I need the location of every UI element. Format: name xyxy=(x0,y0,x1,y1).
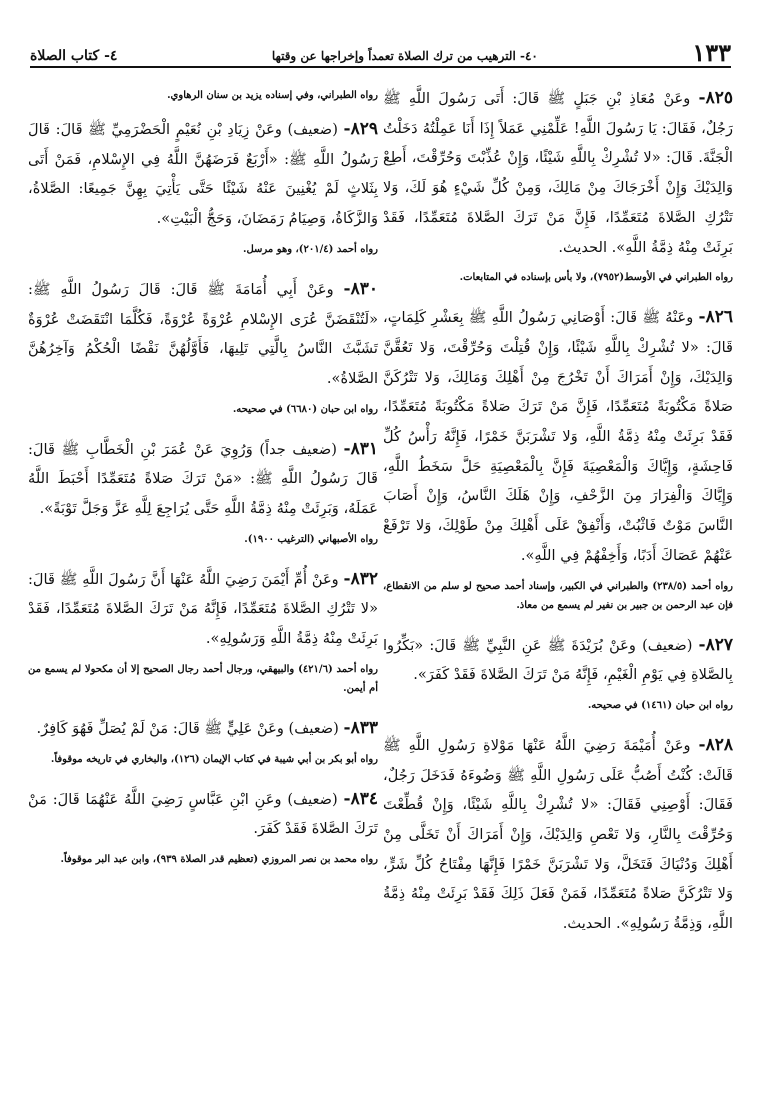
hadith-text: وعَنْهُ ﷺ قَالَ: أَوْصَانِي رَسُولُ اللَّهِ ﷺ بِعَشْرِ كَلِمَاتٍ، قَالَ: «لا تُشْرِكْ بِاللَّهِ شَيْئًا، وَإِنْ قُتِلْتَ وَحُرِّقْتَ، وَلا تَعُقَّنَّ وَالِدَيْكَ، وَإِنْ أَمَرَاكَ أَنْ تَخْرُجَ مِنْ أَهْلِكَ وَمَالِكَ، وَلا تَتْرُكَنَّ صَلاةً مَكْتُوبَةً مُتَعَمِّدًا، فَإِنَّ مَنْ تَرَكَ صَلاةً مَكْتُوبَةً مُتَعَمِّدًا، فَقَدْ بَرِئَتْ مِنْهُ ذِمَّةُ اللَّهِ، وَلا تَشْرَبَنَّ خَمْرًا، فَإِنَّهُ رَأْسُ كُلِّ فَاحِشَةٍ، وَإِيَّاكَ وَالْمَعْصِيَةَ فَإِنَّ بِالْمَعْصِيَةِ حَلَّ سَخَطُ اللَّهِ، وَإِيَّاكَ وَالْفِرَارَ مِنَ الزَّحْفِ، وَإِنْ هَلَكَ النَّاسُ، وَإِنْ أَصَابَ النَّاسَ مَوْتٌ فَاثْبُتْ، وَأَنْفِقْ عَلَى أَهْلِكَ مِنْ طَوْلِكَ، وَلا تَرْفَعْ عَنْهُمْ عَصَاكَ أَدَبًا، وَأَخِفْهُمْ فِي اللَّهِ». xyxy=(383,309,733,564)
hadith-number: ٨٣٠- xyxy=(343,278,378,299)
hadith-source: رواه الطبراني في الأوسط(٧٩٥٢)، ولا بأس بإسناده في المتابعات. xyxy=(459,272,733,284)
hadith-825 xyxy=(383,84,733,262)
hadith-source: رواه أحمد (٤٢١/٦) والبيهقي، ورجال أحمد رجال الصحيح إلا أن مكحولا لم يسمع من أم أيمن. xyxy=(28,663,378,694)
hadith-number: ٨٢٦- xyxy=(698,307,734,328)
hadith-number: ٨٢٧- xyxy=(698,634,734,655)
hadith-source: رواه ابن حبان (٦٦٨٠) في صحيحه. xyxy=(232,403,378,415)
hadith-831 xyxy=(28,435,378,524)
hadith-source: رواه محمد بن نصر المروزي (تعظيم قدر الصلاة ٩٣٩)، وابن عبد البر موقوفاً. xyxy=(60,853,378,865)
running-title: ٤٠- الترهيب من ترك الصلاة تعمداً وإخراجها عن وقتها xyxy=(271,49,538,63)
hadith-source: رواه أحمد (٢٠١/٤)، وهو مرسل. xyxy=(242,243,378,255)
hadith-text: (ضعيف) وعَنِ ابْنِ عَبَّاسٍ رَضِيَ اللَّهُ عَنْهُمَا قَالَ: مَنْ تَرَكَ الصَّلاةَ فَقَدْ كَفَرَ. xyxy=(28,790,378,838)
hadith-source: رواه ابن حبان (١٤٦١) في صحيحه. xyxy=(587,699,733,711)
right-column xyxy=(383,84,733,945)
hadith-832 xyxy=(28,565,378,654)
hadith-text: وعَنْ أُمِّ أَيْمَنَ رَضِيَ اللَّهُ عَنْهَا أَنَّ رَسُولَ اللَّهِ ﷺ قَالَ: «لا تَتْرُكِ الصَّلاةَ مُتَعَمِّدًا، فَإِنَّهُ مَنْ تَرَكَ الصَّلاةَ مُتَعَمِّدًا، فَقَدْ بَرِئَتْ مِنْهُ ذِمَّةُ اللَّهِ وَرَسُولِهِ». xyxy=(28,570,378,648)
hadith-number: ٨٢٥- xyxy=(698,88,733,108)
hadith-source: رواه أحمد (٢٣٨/٥) والطبراني في الكبير، وإسناد أحمد صحيح لو سلم من الانقطاع، فإن عبد الرحمن بن جبير بن نفير لم يسمع من معاذ. xyxy=(383,580,733,611)
hadith-text: وعَنْ أُمَيْمَةَ رَضِيَ اللَّهُ عَنْهَا مَوْلاةِ رَسُولِ اللَّهِ ﷺ قَالَتْ: كُنْتُ أَصُبُّ عَلَى رَسُولِ اللَّهِ ﷺ وَضُوءَهُ فَدَخَلَ رَجُلٌ، فَقَالَ: أَوْصِنِي فَقَالَ: «لا تُشْرِكْ بِاللَّهِ شَيْئًا، وَإِنْ قُطِّعْتَ وَحُرِّقْتَ بِالنَّارِ، وَلا تَعْصِ وَالِدَيْكَ، وَإِنْ أَمَرَاكَ أَنْ تَخَلَّى مِنْ أَهْلِكَ وَدُنْيَاكَ فَتَخَلَّ، وَلا تَشْرَبَنَّ خَمْرًا فَإِنَّهَا مِفْتَاحُ كُلِّ شَرٍّ، وَلا تَتْرُكَنَّ صَلاةً مُتَعَمِّدًا، فَمَنْ فَعَلَ ذَلِكَ فَقَدْ بَرِئَتْ مِنْهُ ذِمَّةُ اللَّهِ، وَذِمَّةُ رَسُولِهِ». الحديث. xyxy=(383,736,733,933)
hadith-text: (ضعيف جداً) وَرُوِيَ عَنْ عُمَرَ بْنِ الْخَطَّابِ ﷺ قَالَ: قَالَ رَسُولُ اللَّهِ ﷺ: «مَنْ تَرَكَ صَلاةً مُتَعَمِّدًا أَحْبَطَ اللَّهُ عَمَلَهُ، وَبَرِئَتْ مِنْهُ ذِمَّةُ اللَّهِ حَتَّى يُرَاجِعَ لِلَّهِ عَزَّ وَجَلَّ تَوْبَةً». xyxy=(28,440,378,518)
hadith-number: ٨٣٢- xyxy=(343,568,378,589)
page-header xyxy=(30,40,731,68)
hadith-833 xyxy=(28,714,378,744)
hadith-826 xyxy=(383,303,733,570)
hadith-number: ٨٣٤- xyxy=(343,788,378,809)
hadith-text: وعَنْ أَبِي أُمَامَةَ ﷺ قَالَ: قَالَ رَسُولُ اللَّهِ ﷺ: «لَتُنْقَضَنَّ عُرَى الإِسْلامِ عُرْوَةً عُرْوَةً، فَكُلَّمَا انْتَقَضَتْ عُرْوَةٌ تَشَبَّثَ النَّاسُ بِالَّتِي تَلِيهَا، فَأَوَّلُهُنَّ نَقْضًا الْحُكْمُ وَآخِرُهُنَّ الصَّلاةُ». xyxy=(28,280,378,387)
left-column xyxy=(28,84,378,885)
hadith-text: وعَنْ مُعَاذِ بْنِ جَبَلٍ ﷺ قَالَ: أَتَى رَسُولَ اللَّهِ ﷺ رَجُلٌ، فَقَالَ: يَا رَسُولَ اللَّهِ! عَلِّمْنِي عَمَلاً إِذَا أَنَا عَمِلْتُهُ دَخَلْتُ الْجَنَّةَ. قَالَ: «لا تُشْرِكْ بِاللَّهِ شَيْئًا، وَإِنْ عُذِّبْتَ وَحُرِّقْتَ، أَطِعْ وَالِدَيْكَ وَإِنْ أَخْرَجَاكَ مِنْ مَالِكَ، وَمِنْ كُلِّ شَيْءٍ هُوَ لَكَ، وَلا تَتْرُكِ الصَّلاةَ مُتَعَمِّدًا، فَإِنَّ مَنْ تَرَكَ الصَّلاةَ مُتَعَمِّدًا، فَقَدْ بَرِئَتْ مِنْهُ ذِمَّةُ اللَّهِ». الحديث. xyxy=(383,90,733,256)
hadith-number: ٨٢٩- xyxy=(343,119,378,139)
hadith-number: ٨٢٨- xyxy=(698,734,733,755)
hadith-text: (ضعيف) وعَنْ عَلِيٍّ ﷺ قَالَ: مَنْ لَمْ يُصَلِّ فَهُوَ كَافِرٌ. xyxy=(36,719,339,737)
hadith-source: رواه الأصبهاني (الترغيب ١٩٠٠). xyxy=(244,533,378,545)
hadith-828 xyxy=(383,731,733,939)
hadith-827 xyxy=(383,631,733,690)
hadith-text: (ضعيف) وعَنْ بُرَيْدَةَ ﷺ عَنِ النَّبِيِّ ﷺ قَالَ: «بَكِّرُوا بِالصَّلاةِ فِي يَوْمِ الْغَيْمِ، فَإِنَّهُ مَنْ تَرَكَ الصَّلاةَ فَقَدْ كَفَرَ». xyxy=(383,636,733,684)
hadith-source: رواه أبو بكر بن أبي شيبة في كتاب الإيمان (١٢٦)، والبخاري في تاريخه موقوفاً. xyxy=(50,753,378,765)
hadith-text: (ضعيف) وعَنْ زِيَادِ بْنِ نُعَيْمٍ الْحَضْرَمِيِّ ﷺ قَالَ: قَالَ رَسُولُ اللَّهِ ﷺ: «أَرْبَعٌ فَرَضَهُنَّ اللَّهُ فِي الإِسْلامِ، فَمَنْ أَتَى بِثَلاثٍ لَمْ يُغْنِينَ عَنْهُ شَيْئًا حَتَّى يَأْتِيَ بِهِنَّ جَمِيعًا: الصَّلاةُ، وَالزَّكَاةُ، وَصِيَامُ رَمَضَانَ، وَحَجُّ الْبَيْتِ». xyxy=(28,121,378,228)
hadith-number: ٨٣١- xyxy=(343,438,379,459)
page-number: ١٣٣ xyxy=(692,38,731,67)
hadith-number: ٨٣٣- xyxy=(343,717,378,738)
book-title: ٤- كتاب الصلاة xyxy=(30,48,118,64)
hadith-source-continued: رواه الطبراني، وفي إسناده يزيد بن سنان الرهاوي. xyxy=(167,90,378,101)
hadith-829 xyxy=(28,115,378,234)
hadith-834 xyxy=(28,785,378,844)
hadith-830 xyxy=(28,275,378,394)
